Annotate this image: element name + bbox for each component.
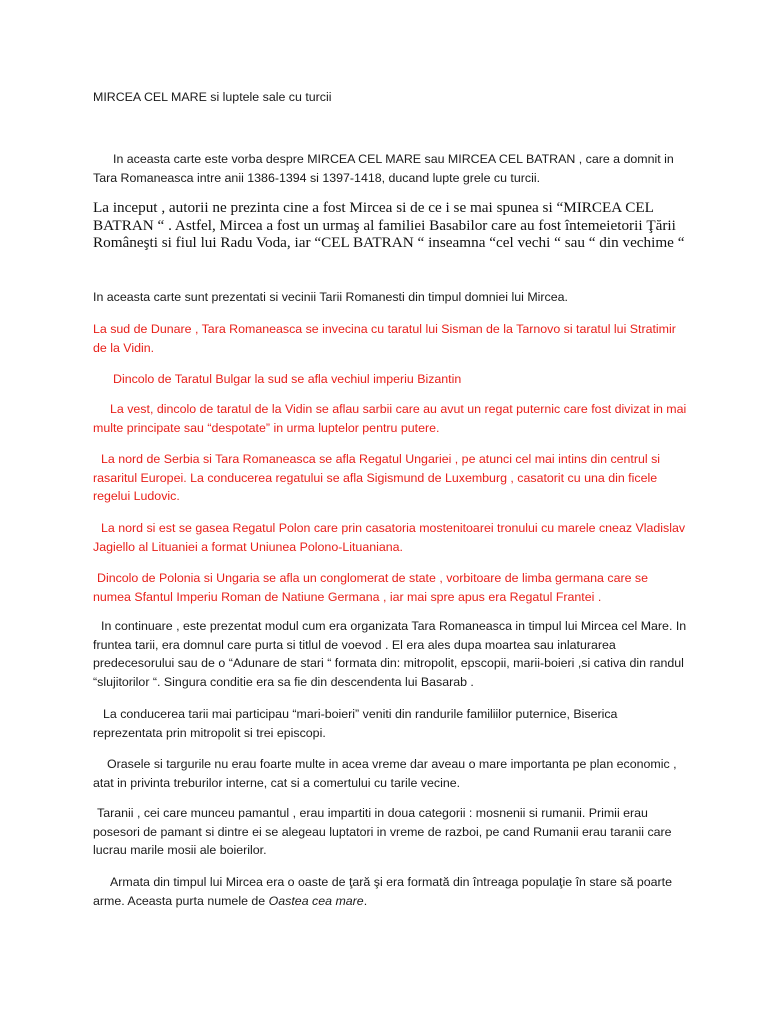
paragraph-intro bbox=[93, 150, 688, 187]
paragraph-organizare bbox=[93, 617, 688, 691]
paragraph-ungaria bbox=[93, 450, 688, 506]
paragraph-polonia bbox=[93, 519, 688, 556]
paragraph-text: In continuare , este prezentat modul cum era organizata Tara Romaneasca in timpul lui Mircea cel Mare. In fruntea tarii, era domnul care purta si titlul de voevod . El era ales dupa moartea sau inlaturarea predecesorului sau de o “Adunare de stari “ formata din: mitropolit, epscopii, marii-boieri ,si cativa din randul “slujitorilor “. Singura conditie era sa fie din descendenta lui Basarab . bbox=[93, 619, 687, 689]
paragraph-sud-dunare bbox=[93, 320, 688, 357]
paragraph-text: Dincolo de Polonia si Ungaria se afla un conglomerat de state , vorbitoare de limba germana care se numea Sfantul Imperiu Roman de Natiune Germana , iar mai spre apus era Regatul Frantei . bbox=[93, 571, 649, 604]
paragraph-text: La sud de Dunare , Tara Romaneasca se invecina cu taratul lui Sisman de la Tarnovo si taratul lui Stratimir de la Vidin. bbox=[93, 322, 676, 355]
paragraph-cel-batran bbox=[93, 199, 688, 252]
paragraph-text: Orasele si targurile nu erau foarte multe in acea vreme dar aveau o mare importanta pe plan economic , atat in privinta treburilor interne, cat si a comertului cu tarile vecine. bbox=[93, 757, 677, 790]
paragraph-vecini bbox=[93, 288, 688, 307]
paragraph-text: Armata din timpul lui Mircea era o oaste de ţară şi era formată din întreaga populaţie în stare să poarte arme. Aceasta purta numele de bbox=[93, 875, 673, 908]
paragraph-text: In aceasta carte sunt prezentati si vecinii Tarii Romanesti din timpul domniei lui Mircea. bbox=[93, 290, 568, 304]
paragraph-conducere bbox=[93, 705, 688, 742]
paragraph-orase bbox=[93, 755, 688, 792]
paragraph-text: In aceasta carte este vorba despre MIRCEA CEL MARE sau MIRCEA CEL BATRAN , care a domnit in Tara Romaneasca intre anii 1386-1394 si 1397-1418, ducand lupte grele cu turcii. bbox=[93, 152, 674, 185]
document-title: MIRCEA CEL MARE si luptele sale cu turcii bbox=[93, 90, 332, 104]
paragraph-text: Taranii , cei care munceu pamantul , erau impartiti in doua categorii : mosnenii si rumanii. Primii erau posesori de pamant si dintre ei se alegeau luptatori in vreme de razboi, pe cand Rumanii erau taranii care lucrau marile mosii ale boierilor. bbox=[93, 806, 672, 857]
paragraph-text: La conducerea tarii mai participau “mari-boieri” veniti din randurile familiilor puternice, Biserica reprezentata prin mitropolit si trei episcopi. bbox=[93, 707, 618, 740]
paragraph-bizant bbox=[93, 370, 688, 389]
paragraph-text-end: . bbox=[363, 893, 368, 908]
paragraph-text: La nord si est se gasea Regatul Polon care prin casatoria mostenitoarei tronului cu marele cneaz Vladislav Jagiello al Lituaniei a format Uniunea Polono-Lituaniana. bbox=[93, 521, 686, 554]
paragraph-armata bbox=[93, 873, 688, 910]
oastea-cea-mare-italic: Oastea cea mare bbox=[268, 893, 364, 908]
paragraph-text: La inceput , autorii ne prezinta cine a fost Mircea si de ce i se mai spunea si “MIRCEA CEL BATRAN “ . Astfel, Mircea a fost un urmaş al familiei Basabilor care au fost întemeietorii Ţării Româneşti si fiul lui Radu Voda, iar “CEL BATRAN “ inseamna “cel vechi “ sau “ din vechime “ bbox=[93, 199, 685, 251]
paragraph-imperiu-german bbox=[93, 569, 688, 606]
paragraph-text: Dincolo de Taratul Bulgar la sud se afla vechiul imperiu Bizantin bbox=[113, 372, 462, 386]
paragraph-text: La vest, dincolo de taratul de la Vidin se aflau sarbii care au avut un regat puternic care fost divizat in mai multe principate sau “despotate” in urma luptelor pentru putere. bbox=[93, 402, 687, 435]
paragraph-tarani bbox=[93, 804, 688, 860]
paragraph-vest-sarbi bbox=[93, 400, 688, 437]
paragraph-text: La nord de Serbia si Tara Romaneasca se afla Regatul Ungariei , pe atunci cel mai intins din centrul si rasaritul Europei. La conducerea regatului se afla Sigismund de Luxemburg , casatorit cu una din ficele regelui Ludovic. bbox=[93, 452, 661, 503]
